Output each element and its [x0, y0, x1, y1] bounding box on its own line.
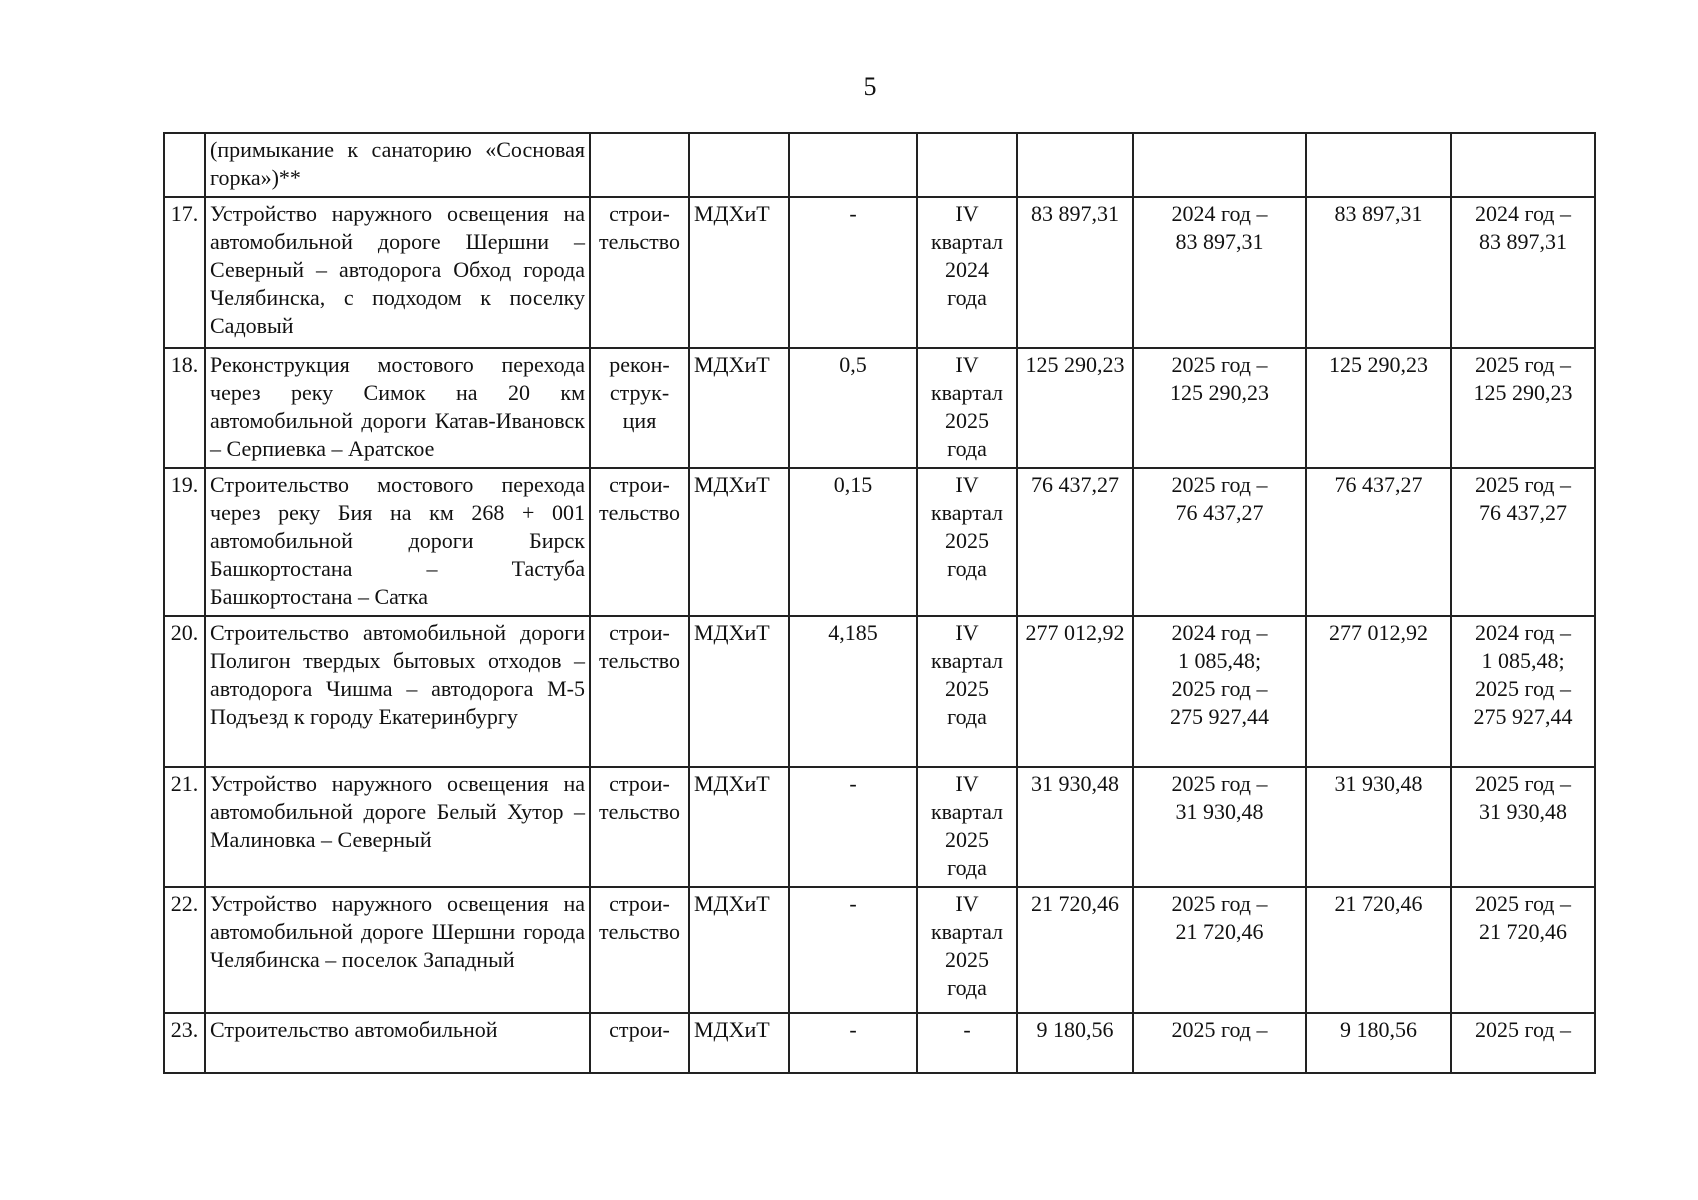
objects-table [163, 132, 1596, 1074]
total-cost-cell: 31 930,48 [1017, 767, 1133, 887]
completion-term-cell [917, 133, 1017, 197]
table-row [164, 767, 1595, 887]
length-km-cell: - [789, 887, 917, 1013]
total-cost-cell: 21 720,46 [1017, 887, 1133, 1013]
responsible-org-cell [689, 133, 789, 197]
total-cost-cell [1017, 133, 1133, 197]
total-cost-cell: 76 437,27 [1017, 468, 1133, 616]
length-km-cell: - [789, 197, 917, 348]
table-row [164, 1013, 1595, 1073]
table-row [164, 133, 1595, 197]
cost-by-year-cell [1133, 133, 1306, 197]
table-row [164, 616, 1595, 767]
financing-by-year-cell: 2025 год – 125 290,23 [1451, 348, 1595, 468]
object-name-cell: Реконструкция мостового перехода через реку Симок на 20 км автомобильной дороги Катав-Ивановск – Серпиевка – Аратское [205, 348, 590, 468]
work-type-cell: рекон- струк- ция [590, 348, 689, 468]
table-row [164, 197, 1595, 348]
row-number-cell [164, 133, 205, 197]
total-cost-cell: 83 897,31 [1017, 197, 1133, 348]
object-name-cell: Строительство автомобильной [205, 1013, 590, 1073]
cost-by-year-cell: 2025 год – 125 290,23 [1133, 348, 1306, 468]
row-number-cell: 23. [164, 1013, 205, 1073]
cost-by-year-cell: 2025 год – 21 720,46 [1133, 887, 1306, 1013]
responsible-org-cell: МДХиТ [689, 348, 789, 468]
responsible-org-cell: МДХиТ [689, 616, 789, 767]
financing-by-year-cell: 2024 год – 83 897,31 [1451, 197, 1595, 348]
row-number-cell: 20. [164, 616, 205, 767]
object-name-cell: Строительство автомобильной дороги Полигон твердых бытовых отходов – автодорога Чишма – автодорога М-5 Подъезд к городу Екатеринбургу [205, 616, 590, 767]
object-name-cell: Устройство наружного освещения на автомобильной дороге Шершни города Челябинска – поселок Западный [205, 887, 590, 1013]
object-name-cell: Строительство мостового перехода через реку Бия на км 268 + 001 автомобильной дороги Бирск Башкортостана – Тастуба Башкортостана – Сатка [205, 468, 590, 616]
table-row [164, 887, 1595, 1013]
table-body [164, 133, 1595, 1073]
responsible-org-cell: МДХиТ [689, 468, 789, 616]
work-type-cell: строи- тельство [590, 197, 689, 348]
cost-by-year-cell: 2025 год – 76 437,27 [1133, 468, 1306, 616]
total-cost-cell: 125 290,23 [1017, 348, 1133, 468]
cost-by-year-cell: 2025 год – 31 930,48 [1133, 767, 1306, 887]
cost-by-year-cell: 2024 год – 83 897,31 [1133, 197, 1306, 348]
row-number-cell: 18. [164, 348, 205, 468]
cost-by-year-cell: 2024 год – 1 085,48; 2025 год – 275 927,44 [1133, 616, 1306, 767]
work-type-cell: строи- тельство [590, 767, 689, 887]
financing-total-cell: 76 437,27 [1306, 468, 1451, 616]
length-km-cell: 4,185 [789, 616, 917, 767]
completion-term-cell: IV квартал 2025 года [917, 616, 1017, 767]
responsible-org-cell: МДХиТ [689, 197, 789, 348]
work-type-cell: строи- тельство [590, 887, 689, 1013]
object-name-cell: Устройство наружного освещения на автомобильной дороге Белый Хутор – Малиновка – Северный [205, 767, 590, 887]
total-cost-cell: 9 180,56 [1017, 1013, 1133, 1073]
financing-by-year-cell: 2025 год – [1451, 1013, 1595, 1073]
work-type-cell: строи- [590, 1013, 689, 1073]
total-cost-cell: 277 012,92 [1017, 616, 1133, 767]
responsible-org-cell: МДХиТ [689, 887, 789, 1013]
page-number: 5 [863, 72, 877, 101]
completion-term-cell: IV квартал 2025 года [917, 348, 1017, 468]
financing-total-cell: 83 897,31 [1306, 197, 1451, 348]
table-row [164, 468, 1595, 616]
length-km-cell: - [789, 767, 917, 887]
work-type-cell: строи- тельство [590, 468, 689, 616]
financing-total-cell: 31 930,48 [1306, 767, 1451, 887]
financing-by-year-cell: 2025 год – 76 437,27 [1451, 468, 1595, 616]
length-km-cell: 0,15 [789, 468, 917, 616]
financing-by-year-cell: 2025 год – 31 930,48 [1451, 767, 1595, 887]
financing-total-cell: 21 720,46 [1306, 887, 1451, 1013]
responsible-org-cell: МДХиТ [689, 767, 789, 887]
length-km-cell: 0,5 [789, 348, 917, 468]
completion-term-cell: IV квартал 2025 года [917, 887, 1017, 1013]
completion-term-cell: IV квартал 2025 года [917, 767, 1017, 887]
object-name-cell: (примыкание к санаторию «Сосновая горка»)** [205, 133, 590, 197]
responsible-org-cell: МДХиТ [689, 1013, 789, 1073]
financing-total-cell: 277 012,92 [1306, 616, 1451, 767]
completion-term-cell: - [917, 1013, 1017, 1073]
completion-term-cell: IV квартал 2025 года [917, 468, 1017, 616]
financing-by-year-cell: 2024 год – 1 085,48; 2025 год – 275 927,44 [1451, 616, 1595, 767]
work-type-cell: строи- тельство [590, 616, 689, 767]
length-km-cell: - [789, 1013, 917, 1073]
table-row [164, 348, 1595, 468]
financing-total-cell: 9 180,56 [1306, 1013, 1451, 1073]
row-number-cell: 21. [164, 767, 205, 887]
row-number-cell: 17. [164, 197, 205, 348]
financing-by-year-cell: 2025 год – 21 720,46 [1451, 887, 1595, 1013]
row-number-cell: 22. [164, 887, 205, 1013]
cost-by-year-cell: 2025 год – [1133, 1013, 1306, 1073]
work-type-cell [590, 133, 689, 197]
financing-total-cell [1306, 133, 1451, 197]
financing-total-cell: 125 290,23 [1306, 348, 1451, 468]
row-number-cell: 19. [164, 468, 205, 616]
object-name-cell: Устройство наружного освещения на автомобильной дороге Шершни – Северный – автодорога Обход города Челябинска, с подходом к поселку Садовый [205, 197, 590, 348]
completion-term-cell: IV квартал 2024 года [917, 197, 1017, 348]
length-km-cell [789, 133, 917, 197]
financing-by-year-cell [1451, 133, 1595, 197]
